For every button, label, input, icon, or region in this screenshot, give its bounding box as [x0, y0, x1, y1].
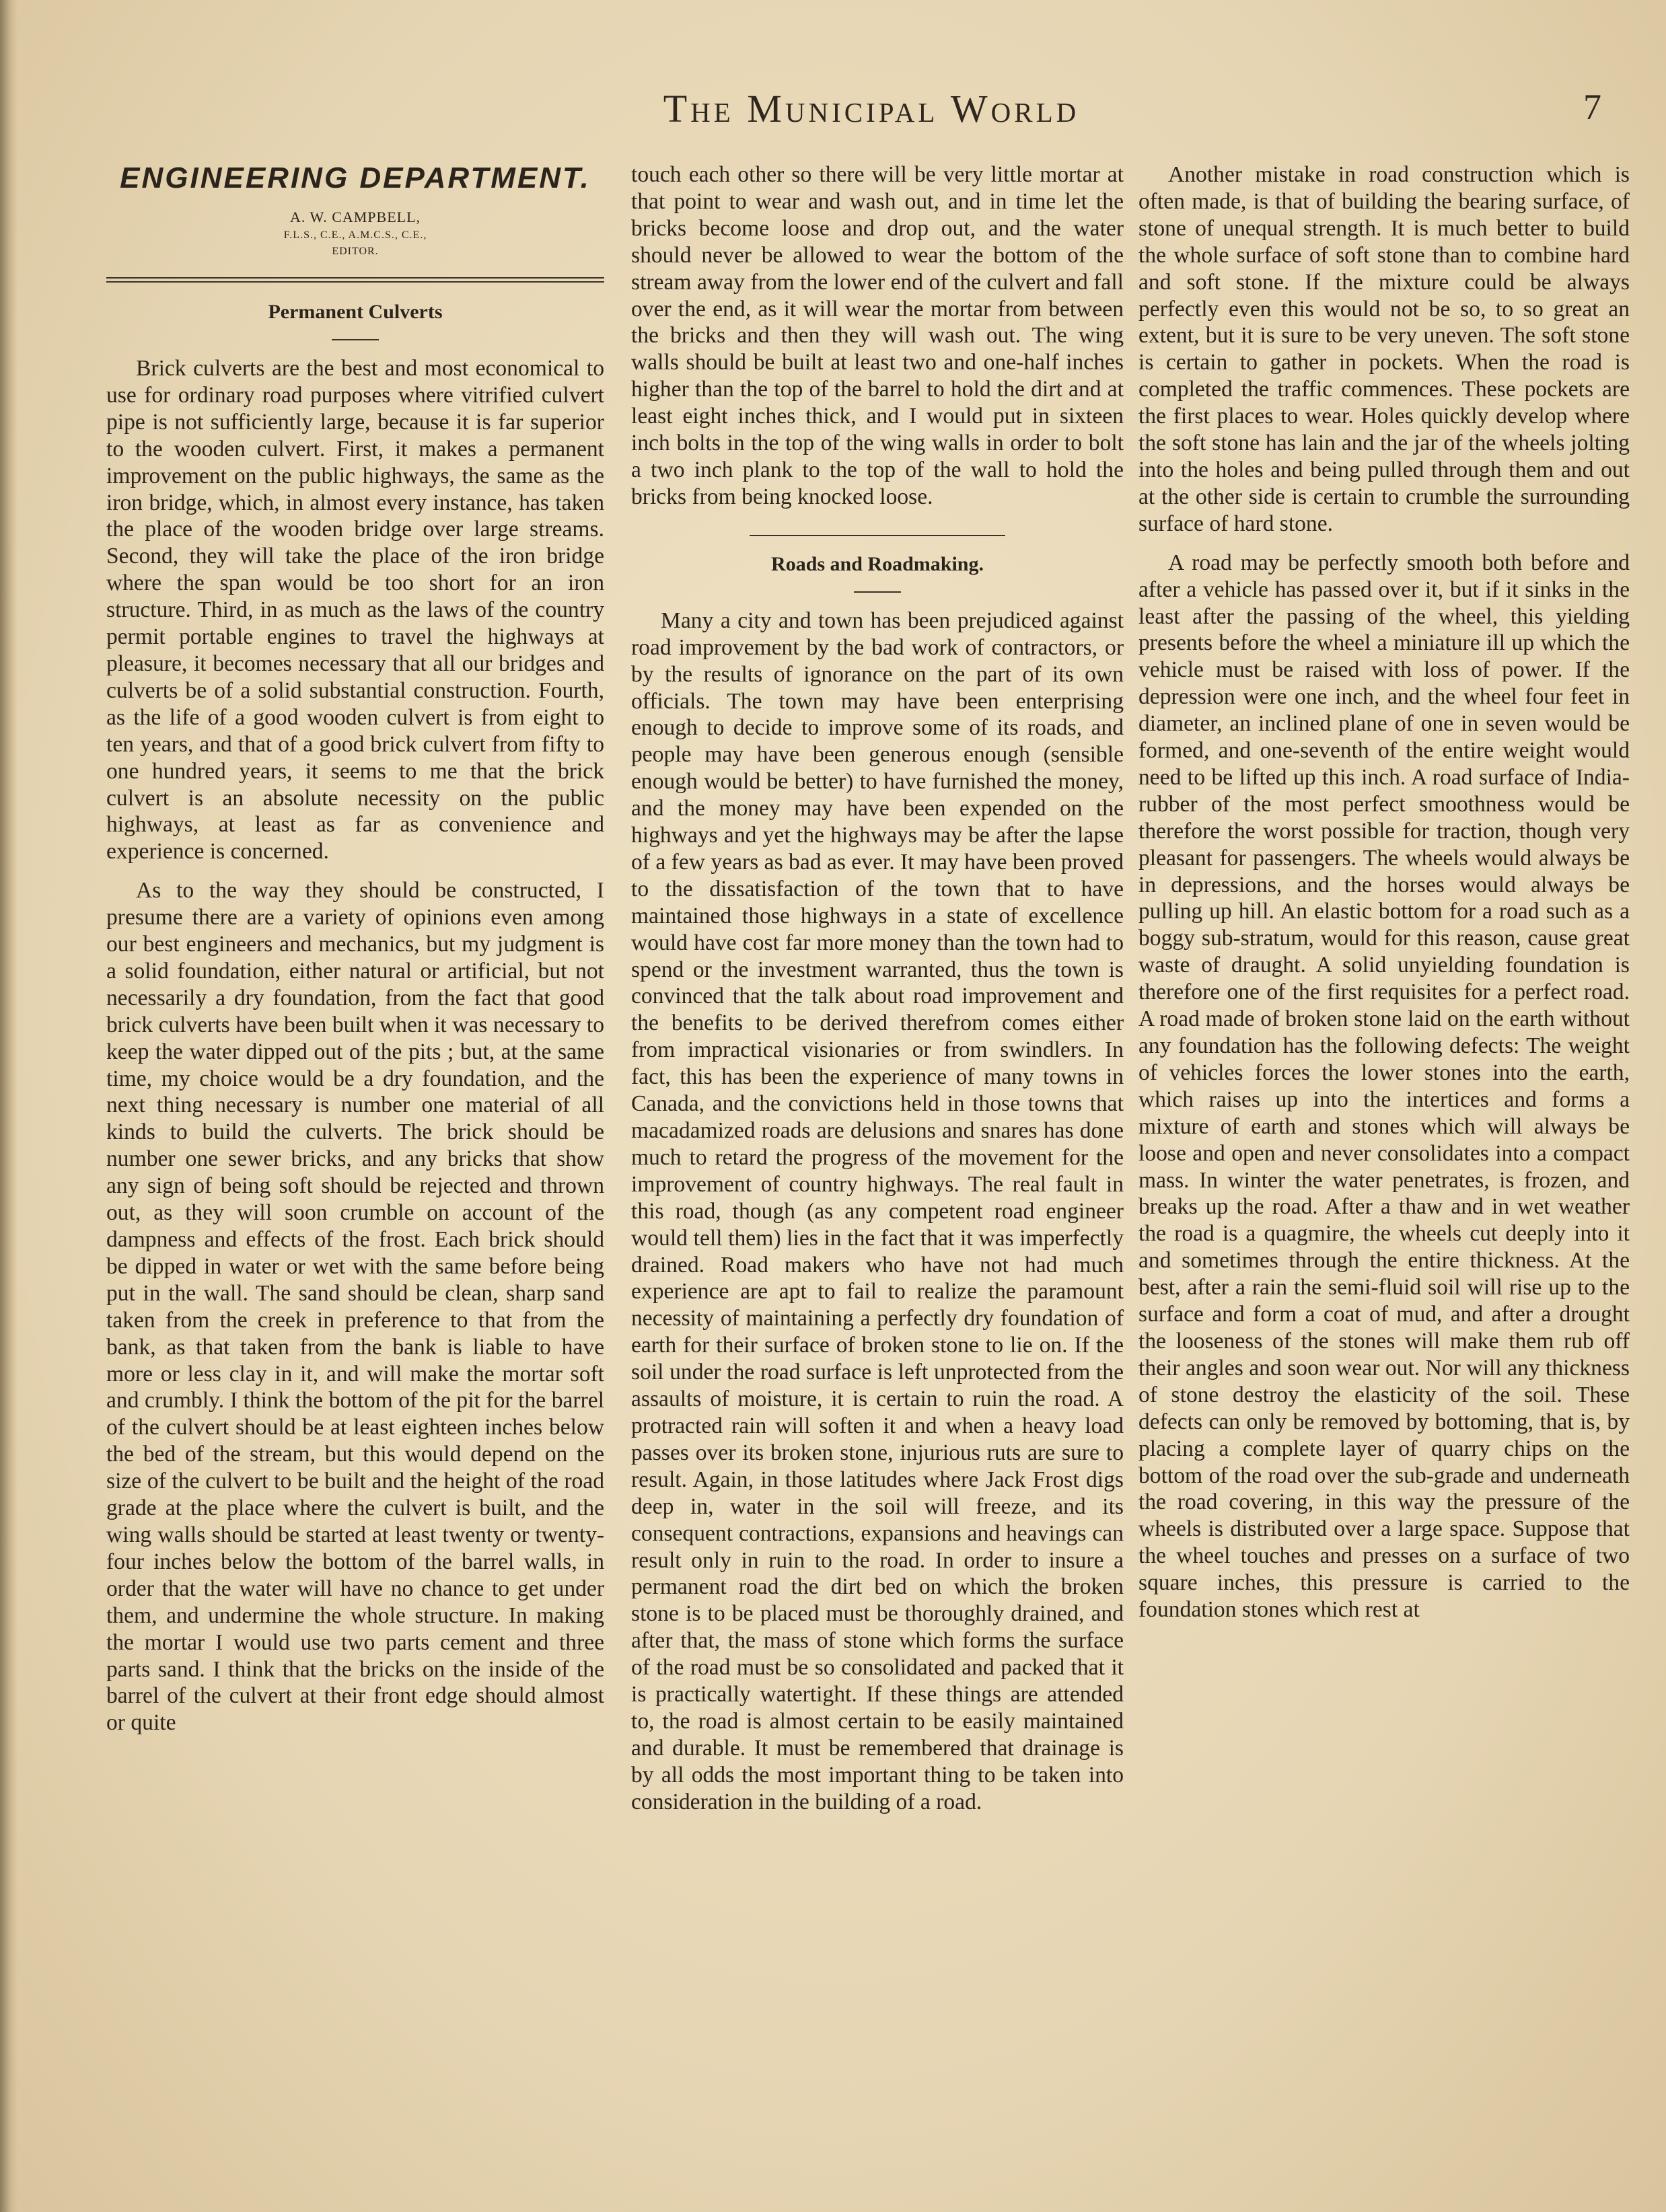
article-paragraph: As to the way they should be constructed, I presume there are a variety of opinions even among our best engineers and mechanics, but my judgment is a solid foundation, either natural or artificial, but not necessarily a dry foundation, from the fact that good brick culverts have been built when it was necessary to keep the water dipped out of the pits ; but, at the same time, my choice would be a dry foundation, and the next thing necessary is number one material of all kinds to build the culverts. The brick should be number one sewer bricks, and any bricks that show any sign of being soft should be rejected and thrown out, as they will soon crumble on account of the dampness and effects of the frost. Each brick should be dipped in water or wet with the same before being put in the wall. The sand should be clean, sharp sand taken from the creek in preference to that from the bank, as that taken from the bank is liable to have more or less clay in it, and will make the mortar soft and crumbly. I think the bottom of the pit for the barrel of the culvert should be at least eighteen inches below the bed of the stream, but this would depend on the size of the culvert to be built and the height of the road grade at the place where the culvert is built, and the wing walls should be started at least twenty or twenty-four inches below the bottom of the barrel walls, in order that the water will have no chance to get under them, and undermine the whole structure. In making the mortar I would use two parts cement and three parts sand. I think that the bricks on the inside of the barrel of the culvert at their front edge should almost or quite: [106, 878, 604, 1736]
running-title: The Municipal World: [663, 87, 1080, 131]
article-title: Roads and Roadmaking.: [771, 552, 984, 575]
section-rule: [750, 535, 1005, 536]
article-paragraph: Brick culverts are the best and most economical to use for ordinary road purposes where vitrified culvert pipe is not sufficiently large, because it is far superior to the wooden culvert. First, it makes a permanent improvement on the public highways, the same as the iron bridge, which, in almost every instance, has taken the place of the wooden bridge over large streams. Second, they will take the place of the iron bridge where the span would be too short for an iron structure. Third, in as much as the laws of the country permit portable engines to travel the highways at pleasure, it becomes necessary that all our bridges and culverts be of a solid substantial construction. Fourth, as the life of a good wooden culvert is from eight to ten years, and that of a good brick culvert from fifty to one hundred years, it seems to me that the brick culvert is an absolute necessity on the public highways, at least as far as convenience and experience is concerned.: [106, 356, 604, 864]
article-paragraph: Another mistake in road construction which is often made, is that of building the bearing surface, of stone of unequal strength. It is much better to build the whole surface of soft stone than to combine hard and soft stone. If the mixture could be always perfectly even this would not be so, to so great an extent, but it is sure to be very uneven. The soft stone is certain to gather in pockets. When the road is completed the traffic commences. These pockets are the first places to wear. Holes quickly develop where the soft stone has lain and the jar of the wheels jolting into the holes and being pulled through them and out at the other side is certain to crumble the surrounding surface of hard stone.: [1138, 162, 1630, 536]
page-header: [121, 86, 1622, 140]
column-3: [1138, 161, 1630, 1623]
page-edge-shadow: [0, 0, 17, 2212]
article-title: Permanent Culverts: [268, 301, 443, 323]
article-paragraph: A road may be perfectly smooth both before and after a vehicle has passed over it, but if it sinks in the least after the passing of the wheel, this yielding presents before the wheel a miniature ill up which the vehicle must be raised with loss of power. If the depression were one inch, and the wheel four feet in diameter, an inclined plane of one in seven would be formed, and one-seventh of the entire weight would need to be lifted up this inch. A road surface of India-rubber of the most perfect smoothness would be therefore the worst possible for traction, though very pleasant for passengers. The wheels would always be in depressions, and the horses would always be pulling up hill. An elastic bottom for a road such as a boggy sub-stratum, would for this reason, cause great waste of draught. A solid unyielding foundation is therefore one of the first requisites for a perfect road. A road made of broken stone laid on the earth without any foundation has the following defects: The weight of vehicles forces the lower stones into the earth, which raises up into the intertices and forms a mixture of earth and stones which will always be loose and open and never consolidates into a compact mass. In winter the water penetrates, is frozen, and breaks up the road. After a thaw and in wet weather the road is a quagmire, the wheels cut deeply into it and sometimes through the entire thickness. At the best, after a rain the semi-fluid soil will rise up to the surface and form a coat of mud, and after a drought the looseness of the stones will make them rub off their angles and soon wear out. Nor will any thickness of stone destroy the elasticity of the soil. These defects can only be removed by bottoming, that is, by placing a complete layer of quarry chips on the bottom of the road over the sub-grade and underneath the road covering, in this way the pressure of the wheels is distributed over a large space. Suppose that the wheel touches and presses on a surface of two square inches, this pressure is carried to the foundation stones which rest at: [1138, 550, 1630, 1623]
double-rule: [106, 277, 604, 283]
article-paragraph: touch each other so there will be very little mortar at that point to wear and wash out, and in time let the bricks become loose and drop out, and the water should never be allowed to wear the bottom of the stream away from the lower end of the culvert and fall over the end, as it will wear the mortar from between the bricks and then they will wash out. The wing walls should be built at least two and one-half inches higher than the top of the barrel to hold the dirt and at least eight inches thick, and I would put in sixteen inch bolts in the top of the wing walls in order to bolt a two inch plank to the top of the wall to hold the bricks from being knocked loose.: [631, 162, 1124, 509]
editor-name: A. W. CAMPBELL,: [289, 209, 421, 225]
editor-credentials: F.L.S., C.E., A.M.C.S., C.E.,: [283, 229, 427, 241]
column-2: [631, 161, 1124, 1816]
page-number: 7: [1583, 87, 1601, 127]
short-rule: [854, 591, 901, 593]
department-title: ENGINEERING DEPARTMENT.: [120, 161, 591, 194]
column-1: [106, 161, 604, 1736]
editor-role: EDITOR.: [332, 246, 379, 257]
article-paragraph: Many a city and town has been prejudiced against road improvement by the bad work of contractors, or by the results of ignorance on the part of its own officials. The town may have been enterprising enough to decide to improve some of its roads, and people may have been generous enough (sensible enough would be better) to have furnished the money, and the money may have been expended on the highways and yet the highways may be after the lapse of a few years as bad as ever. It may have been proved to the dissatisfaction of the town that to have maintained those highways in a state of excellence would have cost far more money than the town had to spend or the investment warranted, thus the town is convinced that the talk about road improvement and the benefits to be derived therefrom comes either from impractical visionaries or from swindlers. In fact, this has been the experience of many towns in Canada, and the convictions held in those towns that macadamized roads are delusions and snares has done much to retard the progress of the movement for the improvement of country highways. The real fault in this road, though (as any competent road engineer would tell them) lies in the fact that it was imperfectly drained. Road makers who have not had much experience are apt to fail to realize the paramount necessity of maintaining a perfectly dry foundation of earth for their surface of broken stone to lie on. If the soil under the road surface is left unprotected from the assaults of moisture, it is certain to ruin the road. A protracted rain will soften it and when a heavy load passes over its broken stone, injurious ruts are sure to result. Again, in those latitudes where Jack Frost digs deep in, water in the soil will freeze, and its consequent contractions, expansions and heavings can result only in ruin to the road. In order to insure a permanent road the dirt bed on which the broken stone is to be placed must be thoroughly drained, and after that, the mass of stone which forms the surface of the road must be so consolidated and packed that it is practically watertight. If these things are attended to, the road is almost certain to be easily maintained and durable. It must be remembered that drainage is by all odds the most important thing to be taken into consideration in the building of a road.: [631, 607, 1124, 1814]
short-rule: [332, 339, 379, 340]
